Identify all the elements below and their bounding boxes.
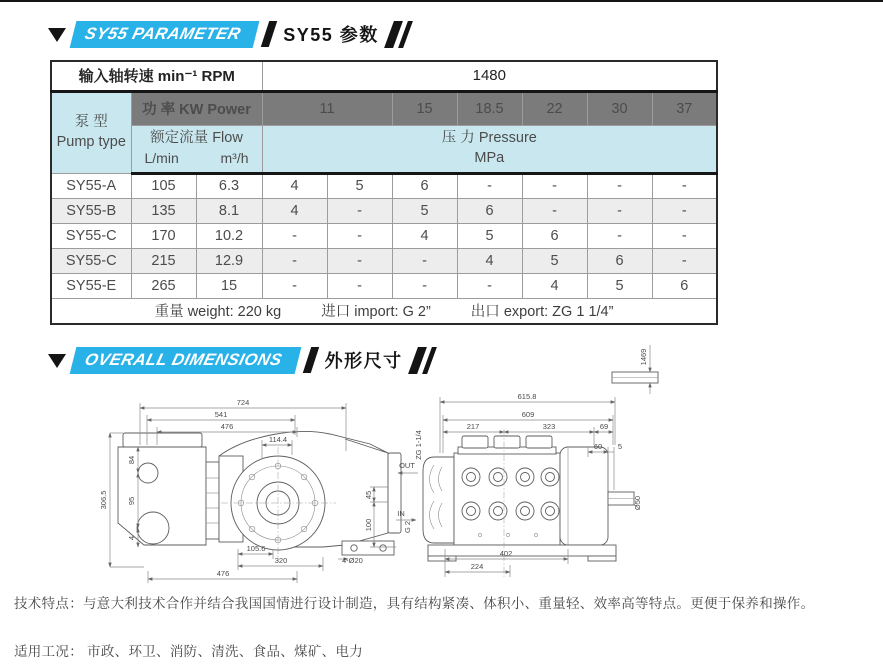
- weight-text: 重量 weight: 220 kg: [154, 304, 282, 321]
- flow-unit-m3h: m³/h: [220, 149, 249, 166]
- pressure-cell: -: [327, 273, 392, 298]
- power-value: 30: [587, 91, 652, 125]
- model-cell: SY55-C: [51, 248, 131, 273]
- pressure-cell: -: [652, 198, 717, 223]
- flow-lmin-cell: 215: [131, 248, 196, 273]
- slash-divider-icon: [261, 21, 277, 47]
- model-cell: SY55-C: [51, 223, 131, 248]
- pressure-unit: MPa: [474, 149, 505, 166]
- model-cell: SY55-E: [51, 273, 131, 298]
- power-value: 22: [522, 91, 587, 125]
- inlet-label: IN: [397, 509, 405, 518]
- import-text: 进口 import: G 2”: [321, 304, 431, 321]
- dimensions-badge-label: OVERALL DIMENSIONS: [82, 350, 285, 369]
- pump-type-en: Pump type: [56, 133, 126, 150]
- pump-type-cn: 泵 型: [74, 113, 108, 130]
- pressure-cell: 4: [522, 273, 587, 298]
- pressure-cell: -: [457, 173, 522, 198]
- pressure-cell: 6: [652, 273, 717, 298]
- model-cell: SY55-A: [51, 173, 131, 198]
- rpm-label: 输入轴转速 min⁻¹ RPM: [51, 61, 262, 91]
- dim-541: 541: [214, 410, 228, 419]
- table-row: [51, 248, 717, 273]
- double-slash-icon: [389, 21, 408, 48]
- pressure-cell: 4: [392, 223, 457, 248]
- pressure-cell: 5: [392, 198, 457, 223]
- table-footer-row: [51, 298, 717, 324]
- pressure-cell: -: [652, 248, 717, 273]
- power-row: [51, 91, 717, 125]
- technical-features-text: 技术特点：与意大利技术合作并结合我国国情进行设计制造，具有结构紧凑、体积小、重量轻、效率高等特点。更便于保养和操作。: [14, 596, 815, 611]
- dim-1469: 1469: [639, 348, 648, 366]
- dim-609: 609: [521, 410, 535, 419]
- pressure-cell: 5: [457, 223, 522, 248]
- pressure-header: [262, 125, 717, 173]
- pressure-cell: -: [587, 223, 652, 248]
- power-value: 15: [392, 91, 457, 125]
- pressure-cell: -: [262, 248, 327, 273]
- pressure-cell: -: [652, 173, 717, 198]
- dim-4-o20: 4-Ø20: [342, 556, 363, 565]
- dim-224: 224: [470, 562, 484, 571]
- pressure-cell: 5: [522, 248, 587, 273]
- flow-m3h-cell: 12.9: [196, 248, 262, 273]
- dim-402: 402: [499, 549, 513, 558]
- model-cell: SY55-B: [51, 198, 131, 223]
- outlet-label: OUT: [399, 461, 415, 470]
- dim-105-6: 105.6: [246, 544, 266, 553]
- flow-m3h-cell: 10.2: [196, 223, 262, 248]
- flow-m3h-cell: 6.3: [196, 173, 262, 198]
- top-rule: [0, 0, 883, 2]
- pump-type-header: [51, 91, 131, 173]
- applications-text: 适用工况： 市政、环卫、消防、清洗、食品、煤矿、电力: [14, 644, 364, 659]
- parameter-badge: [70, 21, 260, 48]
- flow-header: [131, 125, 262, 173]
- power-value: 37: [652, 91, 717, 125]
- flow-lmin-cell: 135: [131, 198, 196, 223]
- pressure-cell: 6: [522, 223, 587, 248]
- pressure-cell: -: [327, 248, 392, 273]
- dimensions-title-cn: 外形尺寸: [324, 351, 403, 371]
- table-row: [51, 198, 717, 223]
- table-row: [51, 173, 717, 198]
- pressure-cell: -: [522, 198, 587, 223]
- pressure-cell: -: [327, 198, 392, 223]
- pressure-cell: -: [392, 248, 457, 273]
- table-row: [51, 273, 717, 298]
- pressure-cell: -: [262, 223, 327, 248]
- dim-476-bottom: 476: [216, 569, 230, 578]
- pressure-cell: 5: [327, 173, 392, 198]
- pressure-cell: 5: [587, 273, 652, 298]
- shaft-diameter-label: Ø50: [633, 495, 642, 511]
- flow-m3h-cell: 15: [196, 273, 262, 298]
- dim-114-4: 114.4: [268, 435, 288, 444]
- power-value: 18.5: [457, 91, 522, 125]
- pressure-cell: -: [392, 273, 457, 298]
- outlet-thread-label: ZG 1-1/4: [414, 430, 423, 460]
- pressure-cell: -: [587, 198, 652, 223]
- pressure-cell: 6: [587, 248, 652, 273]
- export-text: 出口 export: ZG 1 1/4”: [470, 304, 614, 321]
- dim-4: 4: [127, 535, 136, 541]
- flow-m3h-cell: 8.1: [196, 198, 262, 223]
- dim-306-5: 306.5: [99, 490, 108, 510]
- pressure-cell: 6: [457, 198, 522, 223]
- rpm-value: 1480: [262, 61, 717, 91]
- pressure-cell: 4: [262, 198, 327, 223]
- pressure-cell: -: [587, 173, 652, 198]
- rpm-row: [51, 61, 717, 91]
- dim-217: 217: [466, 422, 480, 431]
- parameter-title-cn: SY55 参数: [283, 25, 379, 45]
- pressure-cell: -: [327, 223, 392, 248]
- power-value: 11: [262, 91, 392, 125]
- dim-724: 724: [236, 398, 250, 407]
- dimension-drawings: [90, 335, 670, 585]
- flow-lmin-cell: 105: [131, 173, 196, 198]
- pressure-cell: -: [652, 223, 717, 248]
- pump-side-view-drawing: [99, 398, 401, 583]
- pump-front-view-drawing: [396, 345, 658, 577]
- parameter-badge-label: SY55 PARAMETER: [82, 24, 243, 43]
- flow-label: 额定流量 Flow: [150, 130, 243, 147]
- pressure-cell: -: [457, 273, 522, 298]
- section-parameter-header: [48, 20, 408, 48]
- pressure-cell: 4: [457, 248, 522, 273]
- dim-476-top: 476: [220, 422, 234, 431]
- pressure-cell: 4: [262, 173, 327, 198]
- dim-5: 5: [617, 442, 623, 451]
- power-header: 功 率 KW Power: [131, 91, 262, 125]
- flow-pressure-header-row: [51, 125, 717, 173]
- dim-100: 100: [364, 518, 373, 532]
- dim-320: 320: [274, 556, 288, 565]
- triangle-bullet-icon: [48, 354, 66, 368]
- dim-323: 323: [542, 422, 556, 431]
- dim-69: 69: [599, 422, 609, 431]
- table-row: [51, 223, 717, 248]
- flow-lmin-cell: 265: [131, 273, 196, 298]
- pressure-cell: 6: [392, 173, 457, 198]
- flow-unit-lmin: L/min: [144, 149, 179, 166]
- dim-45: 45: [364, 490, 373, 500]
- pressure-cell: -: [262, 273, 327, 298]
- flow-lmin-cell: 170: [131, 223, 196, 248]
- table-footer: [51, 298, 717, 324]
- pressure-label: 压 力 Pressure: [441, 129, 537, 146]
- dim-60: 60: [593, 442, 603, 451]
- dim-84: 84: [127, 455, 136, 465]
- triangle-bullet-icon: [48, 28, 66, 42]
- dim-615-8: 615.8: [517, 392, 537, 401]
- dim-95: 95: [127, 496, 136, 506]
- inlet-thread-label: G 2: [403, 520, 412, 534]
- parameter-table: [50, 60, 718, 325]
- pressure-cell: -: [522, 173, 587, 198]
